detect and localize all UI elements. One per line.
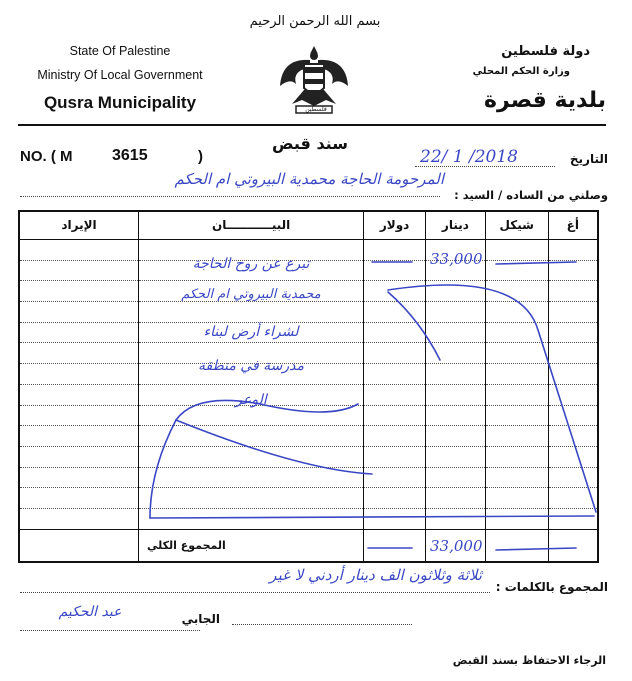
header-ar-ministry: وزارة الحكم المحلي <box>472 66 570 77</box>
collector-line <box>20 630 200 631</box>
receipt-title: سند قبض <box>272 134 348 153</box>
words-line <box>20 592 490 593</box>
header-ar-state: دولة فلسطين <box>501 44 590 59</box>
description-line-1: تبرع عن روح الحاجة <box>192 256 310 272</box>
receipt-no-label: NO. ( M <box>20 148 73 165</box>
total-label: المجموع الكلي <box>139 529 364 562</box>
words-label: المجموع بالكلمات : <box>495 580 608 594</box>
received-from-label: وصلني من الساده / السيد : <box>454 188 608 202</box>
total-amount: 33,000 <box>430 537 483 555</box>
header-municipality: Qusra Municipality <box>43 93 197 112</box>
header-ministry: Ministry Of Local Government <box>37 68 203 82</box>
description-line-2: محمدية البيروتي ام الحكم <box>181 287 321 302</box>
date-value: 22/ 1 /2018 <box>420 147 518 167</box>
col-header-description: البيـــــــــــان <box>139 211 364 239</box>
col-header-agorot: أغ <box>548 211 598 239</box>
col-header-dollar: دولار <box>364 211 426 239</box>
dinar-amount: 33,000 <box>430 250 483 268</box>
col-header-dinar: دينار <box>426 211 486 239</box>
emblem-caption: فلسطين <box>305 106 327 113</box>
header-state: State Of Palestine <box>69 44 171 58</box>
description-line-3: لشراء أرض لبناء <box>203 324 299 340</box>
words-value: ثلاثة وثلاثون الف دينار أردني لا غير <box>269 566 482 584</box>
receipt-no-close: ) <box>198 148 203 165</box>
col-header-revenue: الإيراد <box>19 211 139 239</box>
description-line-5: الوعر <box>235 392 267 408</box>
description-line-4: مدرسة في منطقة <box>198 358 304 374</box>
collector-line-right <box>232 624 412 625</box>
date-label: التاريخ <box>569 152 608 166</box>
header-ar-municipality: بلدية قصرة <box>484 88 606 113</box>
collector-signature: عبد الحكيم <box>58 604 122 620</box>
receipt-no-value: 3615 <box>112 147 148 164</box>
basmala: بسم الله الرحمن الرحيم <box>249 14 381 29</box>
received-from-value: المرحومة الحاجة محمدية البيروتي ام الحكم <box>174 170 444 188</box>
collector-label: الجابي <box>181 612 220 626</box>
keep-receipt-note: الرجاء الاحتفاظ بسند القبض <box>452 654 606 667</box>
col-header-shekel: شيكل <box>485 211 548 239</box>
